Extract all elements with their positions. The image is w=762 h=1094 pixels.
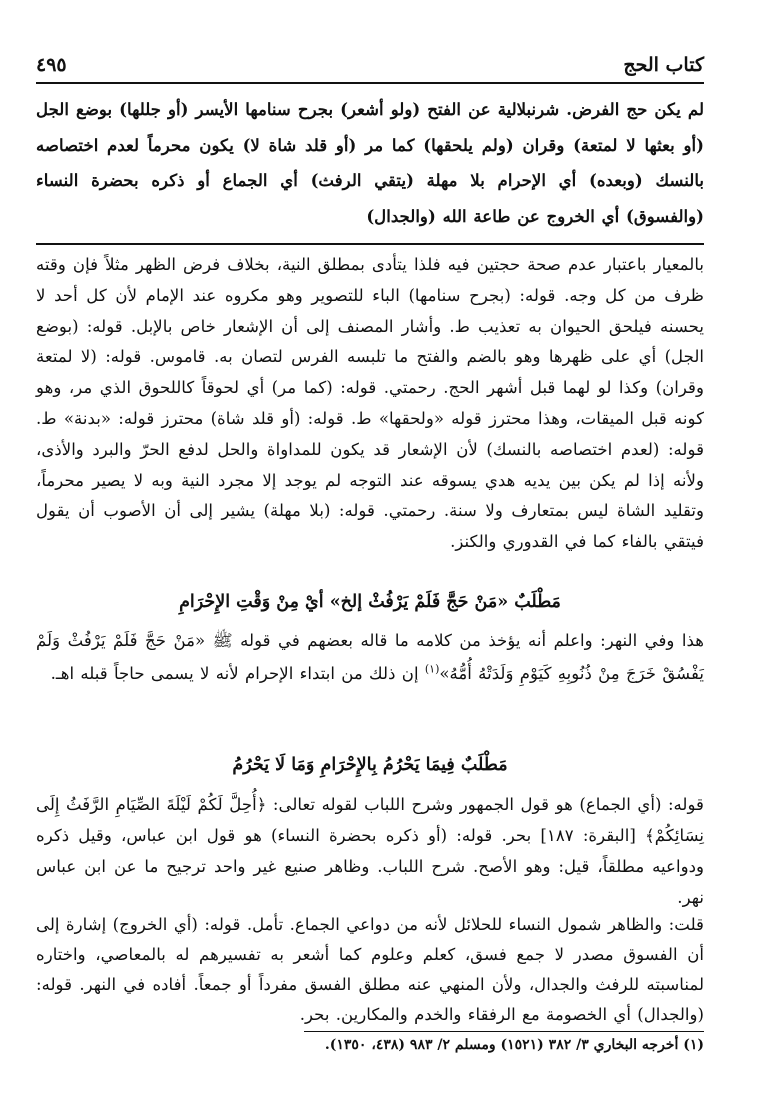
block1-text-after: إن ذلك من ابتداء الإحرام لأنه لا يسمى حاجاً قبله اهـ.: [50, 664, 425, 683]
matn-text: لم يكن حج الفرض. شرنبلالية عن الفتح (ولو أشعر) بجرح سنامها الأيسر (أو جللها) بوضع الجل (أو بعثها لا لمتعة) وقران (ولم يلحقها) كما مر (أو قلد شاة لا) يكون محرماً لعدم اختصاصه بالنسك (وبعده) أي الإحرام بلا مهلة (يتقي الرفث) أي الجماع أو ذكره بحضرة النساء (والفسوق) أي الخروج عن طاعة الله (والجدال): [36, 99, 705, 226]
document-page: [36, 52, 704, 1062]
commentary-block-2: قوله: (أي الجماع) هو قول الجمهور وشرح اللباب لقوله تعالى: ﴿أُحِلَّ لَكُمْ لَيْلَةَ الصِّيَامِ الرَّفَثُ إِلَى نِسَائِكُمْ﴾ [البقرة: ١٨٧] بحر. قوله: (أو ذكره بحضرة النساء) هو قول ابن عباس، وقيل ذكره ودواعيه مطلقاً، قيل: وهو الأصح. شرح اللباب. وظاهر صنيع غير واحد ترجيح ما عن ابن عباس نهر.: [36, 795, 705, 907]
commentary-text: بالمعيار باعتبار عدم صحة حجتين فيه فلذا يتأدى بمطلق النية، بخلاف فرض الظهر مثلاً فإن وقته ظرف من كل وجه. قوله: (بجرح سنامها) الباء للتصوير وهو مكروه عند الإمام لأن كل أحد لا يحسنه فيلحق الحيوان به تعذيب ط. وأشار المصنف إلى أن الإشعار خاص بالإبل. قوله: (بوضع الجل) أي على ظهرها وهو بالضم والفتح ما تلبسه الفرس لتصان به. قاموس. قوله: (لا لمتعة وقران) وكذا لو لهما قبل أشهر الحج. رحمتي. قوله: (كما مر) أي لحوقاً كاللحوق الذي مر، وهو كونه قبل الميقات، وهذا محترز قوله «ولحقها» ط. قوله: (أو قلد شاة) محترز قوله: «بدنة» ط. قوله: (لعدم اختصاصه بالنسك) لأن الإشعار قد يكون للمداواة والحل لدفع الحرّ والبرد والأذى، ولأنه إذا لم يكن بين يديه هدي يسوقه عند التوجه لم يوجد إلا مجرد النية وبه لا يصير محرماً، وتقليد الشاة ليس بمتعارف ولا سنة. رحمتي. قوله: (بلا مهلة) يشير إلى أن الأصوب أن يقول فيتقي بالفاء كما في القدوري والكنز.: [36, 255, 704, 552]
page-number: ٤٩٥: [36, 54, 67, 76]
footnote-separator: [304, 1031, 704, 1032]
section-heading-2: مَطْلَبٌ فِيمَا يَحْرُمُ بِالإِحْرَامِ وَمَا لَا يَحْرُمُ: [232, 755, 508, 775]
section-heading-1: مَطْلَبٌ «مَنْ حَجَّ فَلَمْ يَرْفُثْ إلخ» أيْ مِنْ وَقْتِ الإِحْرَامِ: [179, 592, 561, 612]
matn-separator: [36, 243, 704, 245]
footnote: (١) أخرجه البخاري ٣/ ٣٨٢ (١٥٢١) ومسلم ٢/ ٩٨٣ (٤٣٨، ١٣٥٠).: [324, 1037, 704, 1053]
footnote-ref[interactable]: (١): [424, 662, 440, 676]
commentary-block-3: قلت: والظاهر شمول النساء للحلائل لأنه من دواعي الجماع. تأمل. قوله: (أي الخروج) إشارة إلى أن الفسوق مصدر لا جمع فسق، كعلم وعلوم كما أشعر به تفسيرهم له بالمعاصي، واختاره لمناسبته للرفث والجدال، ولأن المنهي عنه مطلق الفسق مفرداً أو جمعاً. أفاده في النهر. قوله: (والجدال) أي الخصومة مع الرفقاء والخدم والمكارين. بحر.: [36, 915, 704, 1024]
commentary-block-1: [36, 624, 704, 690]
running-title: كتاب الحج: [623, 54, 704, 76]
page-header: [36, 52, 704, 84]
block1-text: هذا وفي النهر: واعلم أنه يؤخذ من كلامه ما قاله بعضهم في قوله ﷺ «مَنْ حَجَّ فَلَمْ يَرْفُثْ وَلَمْ يَفْسُقْ خَرَجَ مِنْ ذُنُوبِهِ كَيَوْمِ وَلَدَتْهُ أُمُّهُ»: [36, 631, 704, 683]
